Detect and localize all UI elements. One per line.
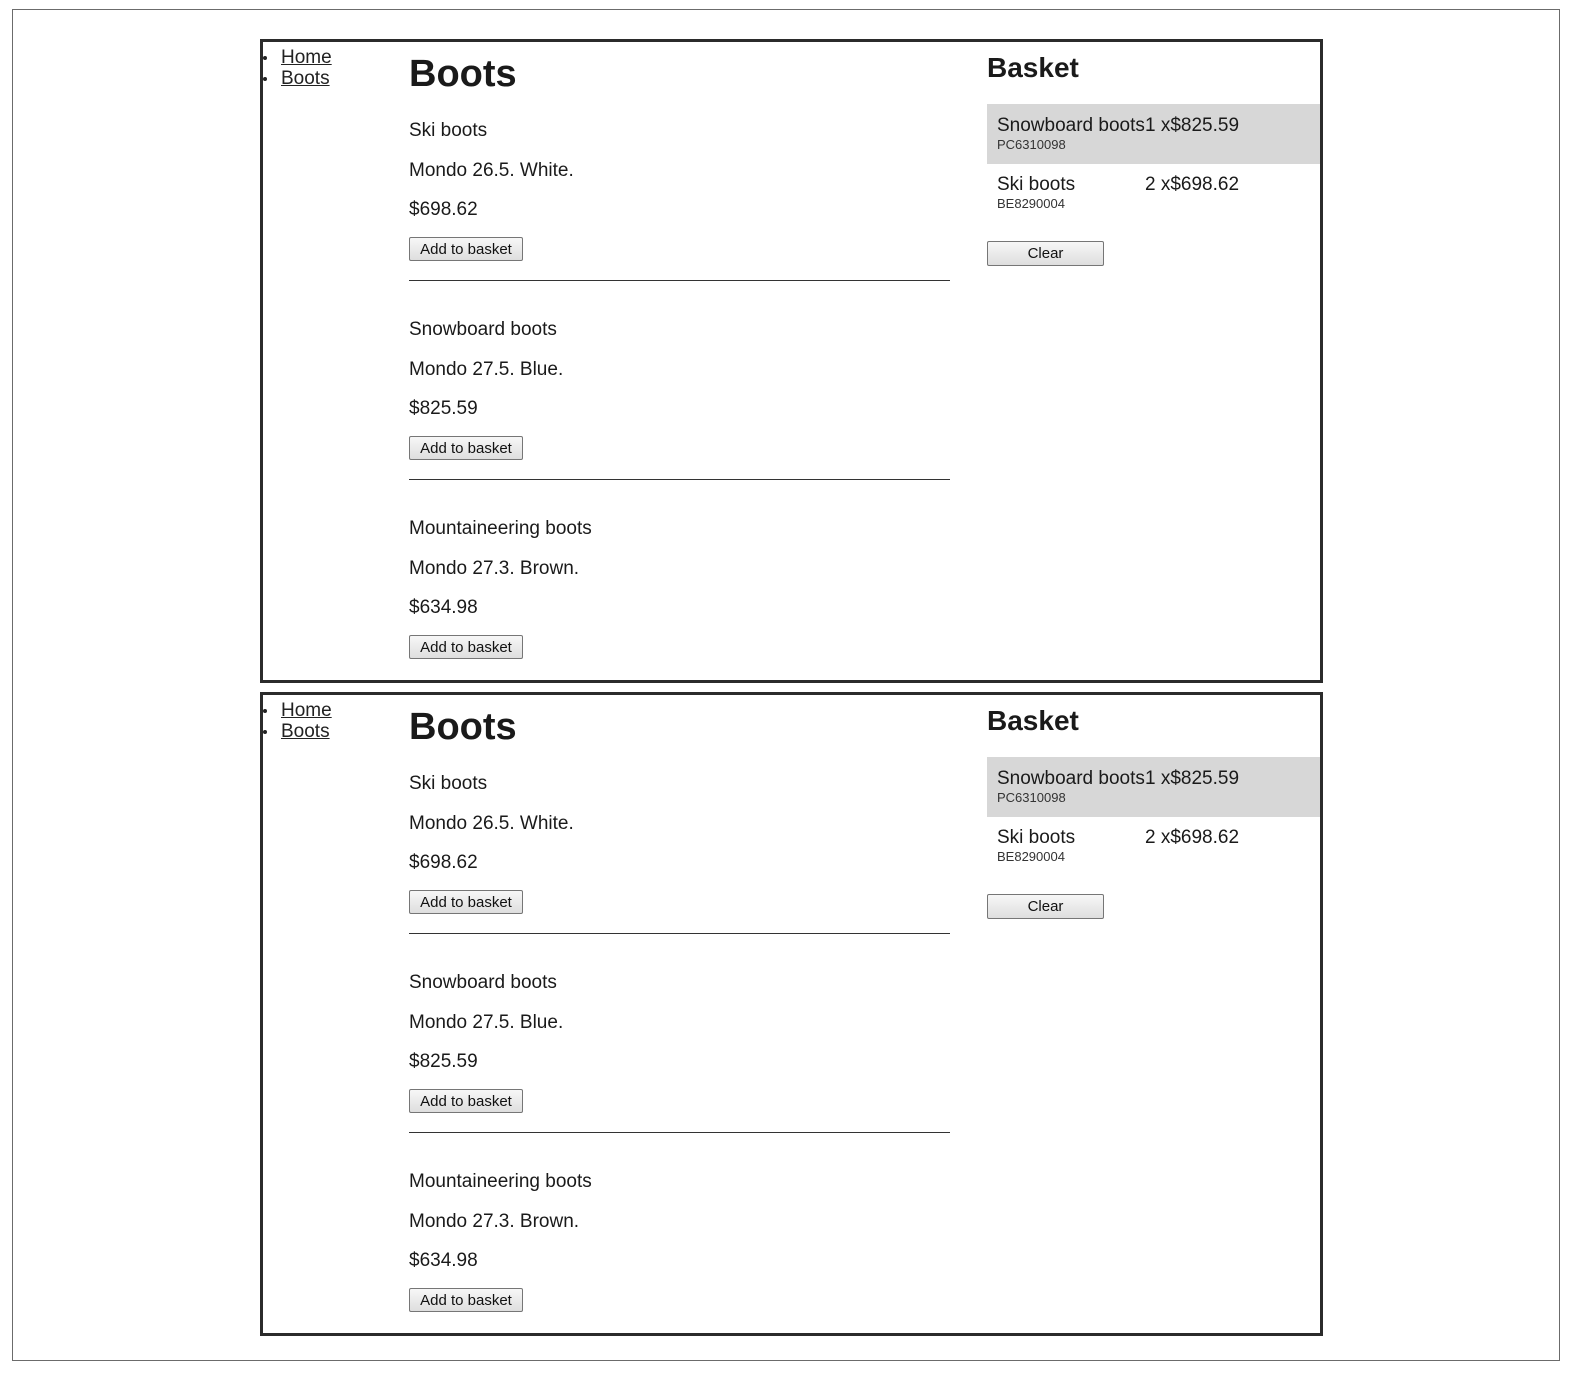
product-description: Mondo 26.5. White. bbox=[409, 813, 574, 834]
product-card bbox=[409, 972, 950, 1172]
clear-basket-button[interactable]: Clear bbox=[987, 241, 1104, 266]
add-to-basket-button[interactable]: Add to basket bbox=[409, 1089, 523, 1113]
nav-item-home bbox=[263, 700, 332, 721]
clear-basket-button[interactable]: Clear bbox=[987, 894, 1104, 919]
basket-item[interactable] bbox=[987, 816, 1320, 876]
basket-item[interactable] bbox=[987, 163, 1320, 223]
product-description: Mondo 27.3. Brown. bbox=[409, 1211, 580, 1232]
product-card bbox=[409, 120, 950, 320]
product-name: Snowboard boots bbox=[409, 319, 557, 340]
product-card bbox=[409, 518, 950, 718]
product-price: $825.59 bbox=[409, 398, 478, 419]
basket-item-quantity: 2 x$698.62 bbox=[1145, 827, 1240, 848]
add-to-basket-button[interactable]: Add to basket bbox=[409, 1288, 523, 1312]
basket-item-sku: PC6310098 bbox=[997, 137, 1066, 152]
product-name: Snowboard boots bbox=[409, 972, 557, 993]
product-divider bbox=[409, 280, 950, 281]
nav-item-home bbox=[263, 47, 332, 68]
product-name: Mountaineering boots bbox=[409, 518, 592, 539]
nav-link-home[interactable]: Home bbox=[281, 700, 332, 721]
product-divider bbox=[409, 479, 950, 480]
basket-item-name: Snowboard boots bbox=[997, 115, 1145, 136]
product-name: Ski boots bbox=[409, 120, 488, 141]
basket-item-name: Ski boots bbox=[997, 174, 1076, 195]
basket-item-quantity: 2 x$698.62 bbox=[1145, 174, 1240, 195]
product-price: $634.98 bbox=[409, 597, 478, 618]
nav-list bbox=[263, 47, 332, 89]
product-price: $825.59 bbox=[409, 1051, 478, 1072]
product-description: Mondo 26.5. White. bbox=[409, 160, 574, 181]
product-price: $698.62 bbox=[409, 199, 478, 220]
product-card bbox=[409, 1171, 950, 1371]
nav-item-boots bbox=[263, 68, 332, 89]
basket-item[interactable] bbox=[987, 757, 1320, 817]
product-name: Mountaineering boots bbox=[409, 1171, 592, 1192]
nav-link-boots[interactable]: Boots bbox=[281, 721, 330, 742]
app-panel-1 bbox=[260, 39, 1323, 683]
nav-list bbox=[263, 700, 332, 742]
product-price: $698.62 bbox=[409, 852, 478, 873]
nav-link-home[interactable]: Home bbox=[281, 47, 332, 68]
basket-item-sku: PC6310098 bbox=[997, 790, 1066, 805]
product-name: Ski boots bbox=[409, 773, 488, 794]
product-card bbox=[409, 319, 950, 519]
basket-title: Basket bbox=[987, 52, 1079, 83]
basket-item-name: Ski boots bbox=[997, 827, 1076, 848]
add-to-basket-button[interactable]: Add to basket bbox=[409, 890, 523, 914]
product-description: Mondo 27.5. Blue. bbox=[409, 359, 564, 380]
add-to-basket-button[interactable]: Add to basket bbox=[409, 436, 523, 460]
basket-item-name: Snowboard boots bbox=[997, 768, 1145, 789]
add-to-basket-button[interactable]: Add to basket bbox=[409, 237, 523, 261]
basket-item[interactable] bbox=[987, 104, 1320, 164]
product-divider bbox=[409, 933, 950, 934]
app-panel-2 bbox=[260, 692, 1323, 1336]
nav-item-boots bbox=[263, 721, 332, 742]
basket-item-quantity: 1 x$825.59 bbox=[1145, 115, 1240, 136]
product-divider bbox=[409, 1132, 950, 1133]
product-price: $634.98 bbox=[409, 1250, 478, 1271]
basket-item-quantity: 1 x$825.59 bbox=[1145, 768, 1240, 789]
nav-link-boots[interactable]: Boots bbox=[281, 68, 330, 89]
product-description: Mondo 27.3. Brown. bbox=[409, 558, 580, 579]
product-description: Mondo 27.5. Blue. bbox=[409, 1012, 564, 1033]
basket-item-sku: BE8290004 bbox=[997, 849, 1065, 864]
basket-item-sku: BE8290004 bbox=[997, 196, 1065, 211]
basket-title: Basket bbox=[987, 705, 1079, 736]
product-card bbox=[409, 773, 950, 973]
page-title: Boots bbox=[409, 706, 517, 748]
add-to-basket-button[interactable]: Add to basket bbox=[409, 635, 523, 659]
page-title: Boots bbox=[409, 53, 517, 95]
